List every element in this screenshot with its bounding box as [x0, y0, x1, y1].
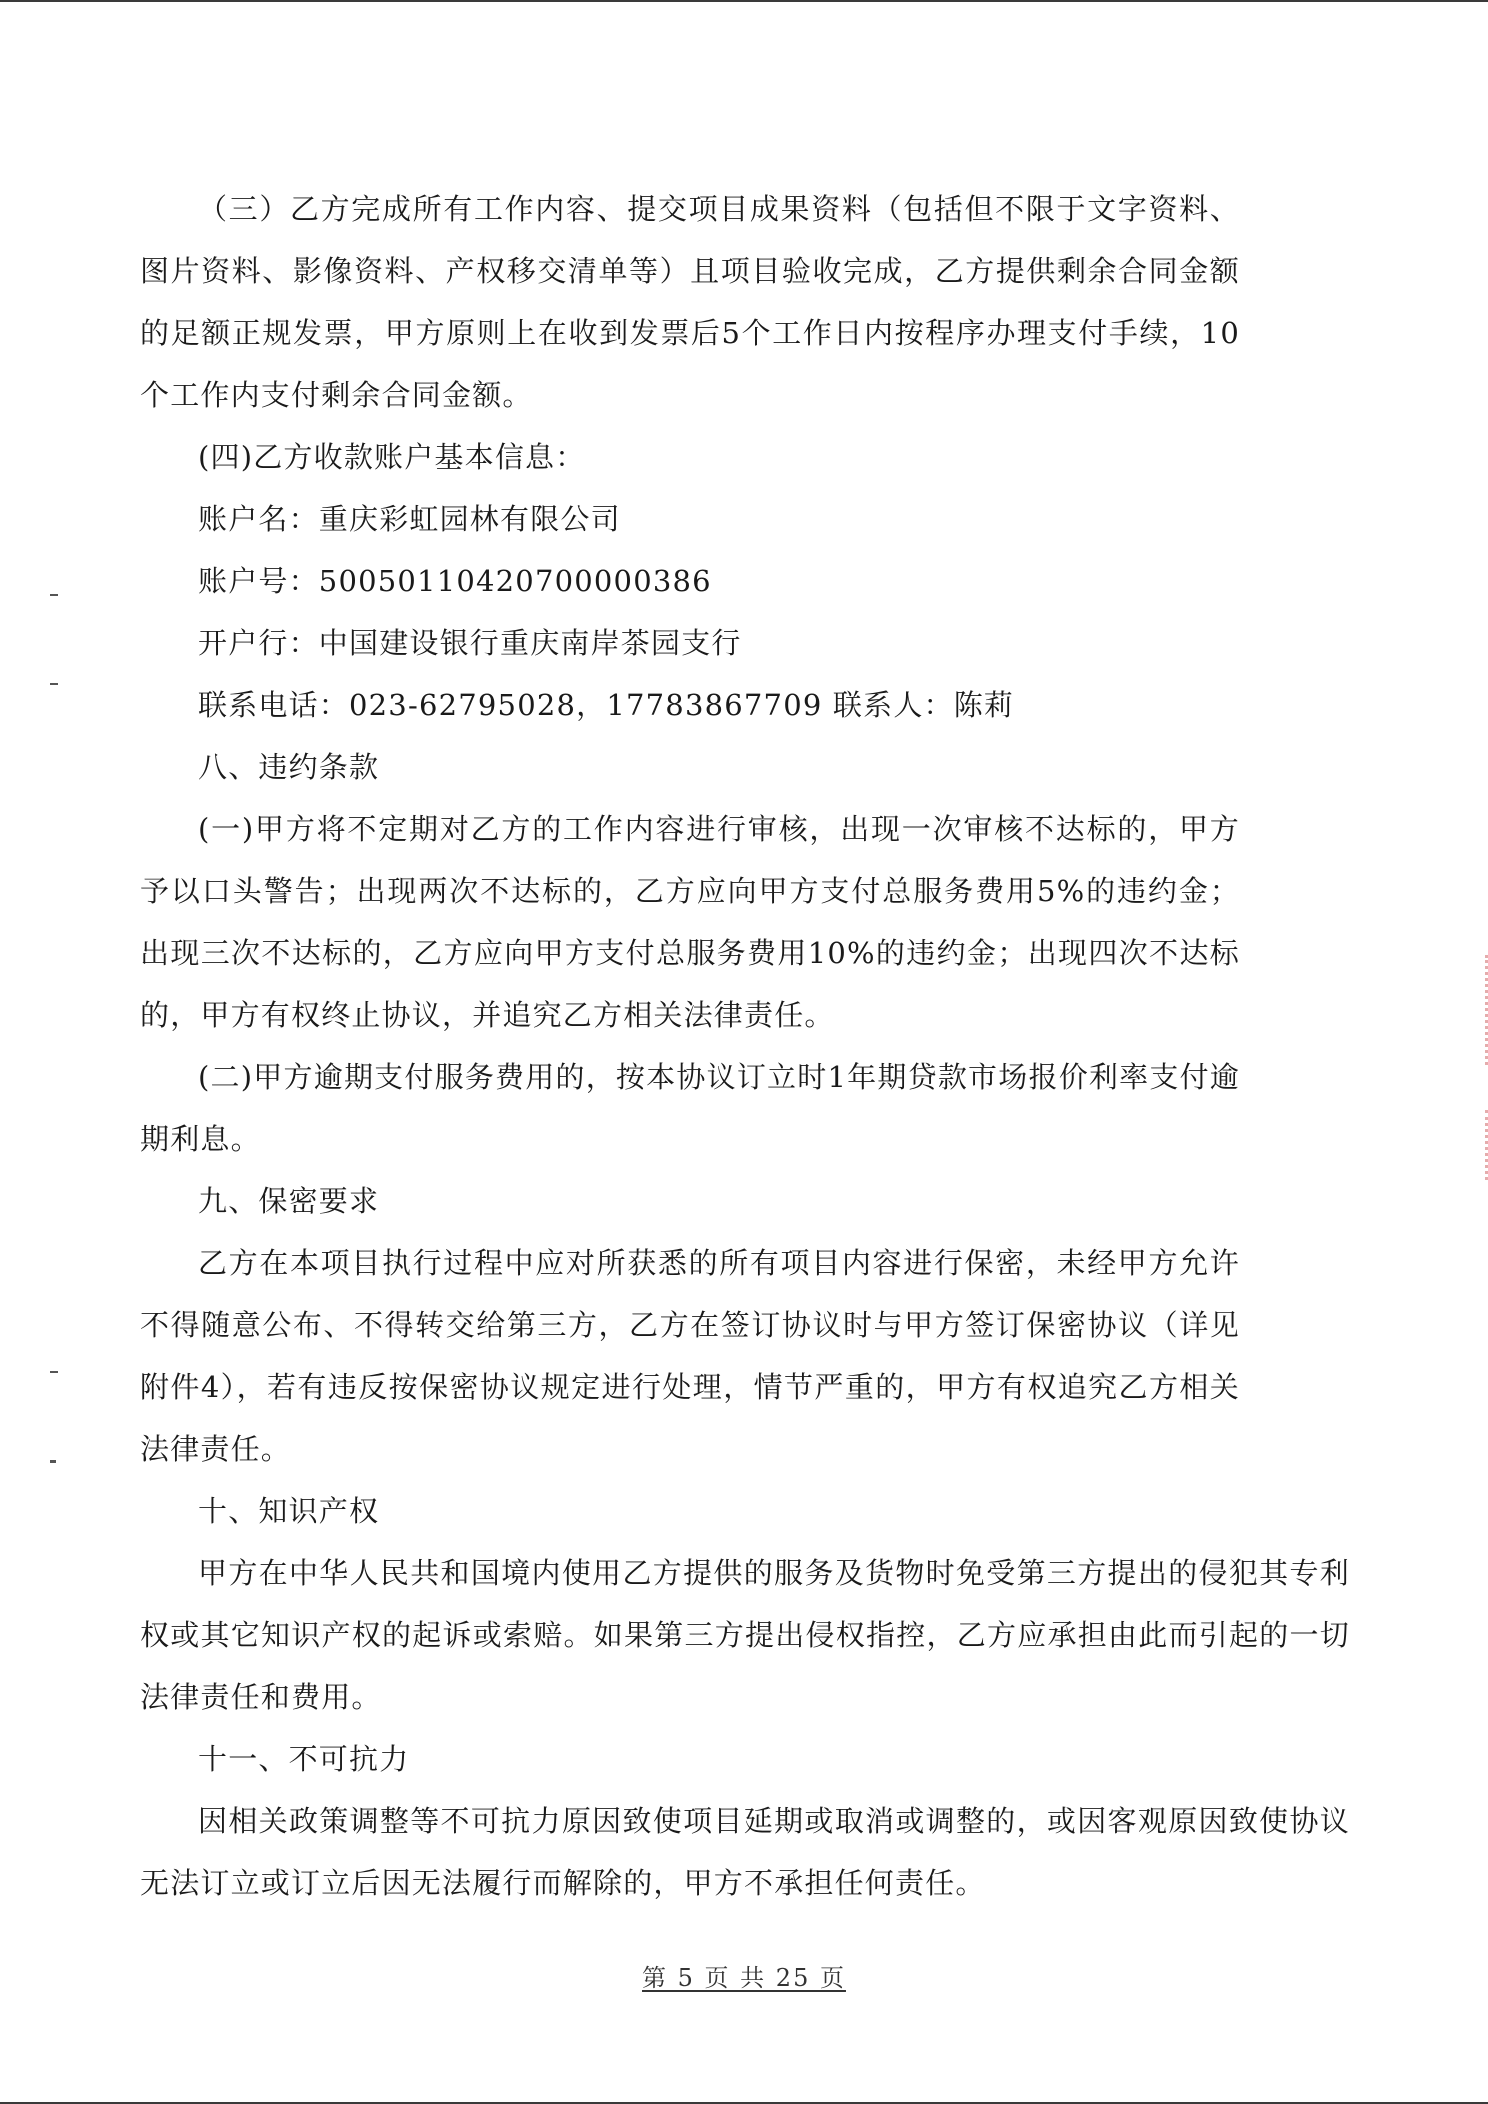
paragraph-account-heading: (四)乙方收款账户基本信息： [198, 440, 586, 474]
section-heading-force-majeure: 十一、不可抗力 [198, 1742, 410, 1776]
paragraph-payment-final: （三）乙方完成所有工作内容、提交项目成果资料（包括但不限于文字资料、图片资料、影像资料、产权移交清单等）且项目验收完成，乙方提供剩余合同金额的足额正规发票，甲方原则上在收到发票后5个工作日内按程序办理支付手续，10个工作内支付剩余合同金额。 [140, 192, 1240, 412]
paragraph-breach-overdue: (二)甲方逾期支付服务费用的，按本协议订立时1年期贷款市场报价利率支付逾期利息。 [140, 1060, 1240, 1156]
account-bank: 开户行：中国建设银行重庆南岸茶园支行 [198, 626, 742, 660]
section-heading-breach: 八、违约条款 [198, 750, 380, 784]
account-number: 账户号：50050110420700000386 [198, 564, 712, 598]
paragraph-breach-audit: (一)甲方将不定期对乙方的工作内容进行审核，出现一次审核不达标的，甲方予以口头警告；出现两次不达标的，乙方应向甲方支付总服务费用5%的违约金；出现三次不达标的，乙方应向甲方支付总服务费用10%的违约金；出现四次不达标的，甲方有权终止协议，并追究乙方相关法律责任。 [140, 812, 1240, 1032]
scan-mark [50, 683, 58, 685]
scan-edge-top [0, 0, 1488, 2]
scan-mark [50, 594, 58, 596]
page-number: 第 5 页 共 25 页 [642, 1964, 846, 1992]
section-heading-confidentiality: 九、保密要求 [198, 1184, 380, 1218]
document-body [140, 178, 1350, 1914]
account-name: 账户名：重庆彩虹园林有限公司 [198, 502, 621, 536]
section-heading-ip: 十、知识产权 [198, 1494, 380, 1528]
seal-fragment [1471, 955, 1488, 1065]
paragraph-force-majeure: 因相关政策调整等不可抗力原因致使项目延期或取消或调整的，或因客观原因致使协议无法订立或订立后因无法履行而解除的，甲方不承担任何责任。 [140, 1804, 1350, 1900]
paragraph-confidentiality: 乙方在本项目执行过程中应对所获悉的所有项目内容进行保密，未经甲方允许不得随意公布、不得转交给第三方，乙方在签订协议时与甲方签订保密协议（详见附件4），若有违反按保密协议规定进行处理，情节严重的，甲方有权追究乙方相关法律责任。 [140, 1246, 1240, 1466]
scan-mark [50, 1460, 56, 1463]
scan-mark [50, 1371, 58, 1373]
paragraph-ip: 甲方在中华人民共和国境内使用乙方提供的服务及货物时免受第三方提出的侵犯其专利权或其它知识产权的起诉或索赔。如果第三方提出侵权指控，乙方应承担由此而引起的一切法律责任和费用。 [140, 1556, 1350, 1714]
account-contact: 联系电话：023-62795028，17783867709 联系人：陈莉 [198, 688, 1015, 722]
seal-fragment [1471, 1110, 1488, 1180]
